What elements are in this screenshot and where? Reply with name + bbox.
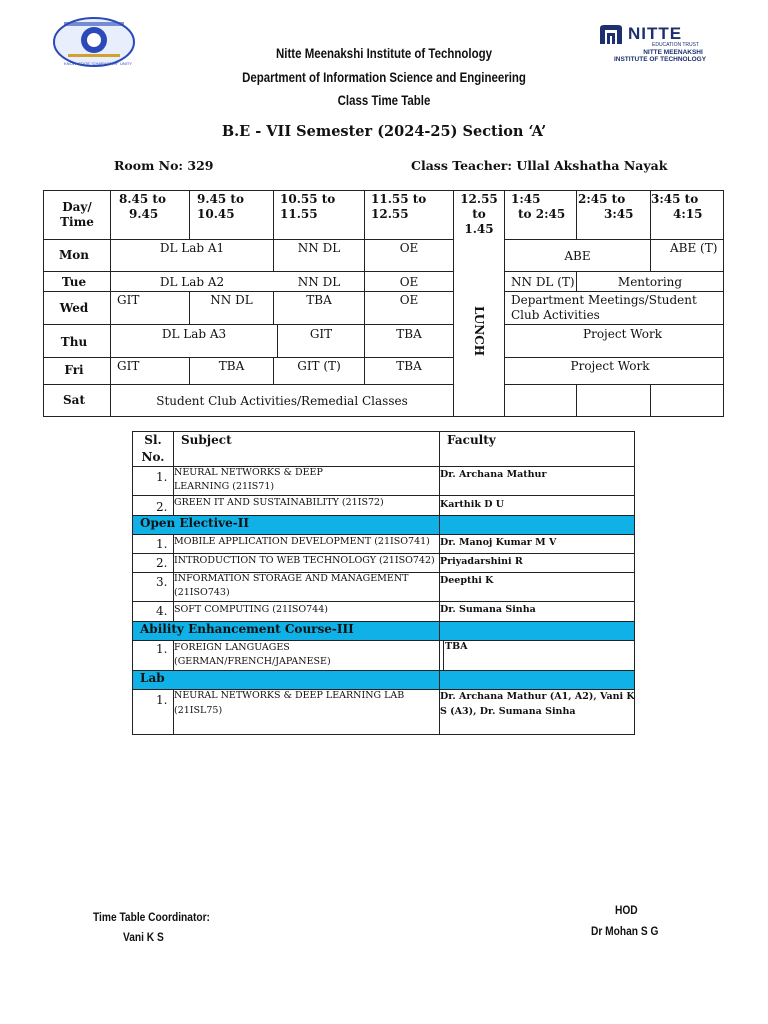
day-sat: Sat — [63, 393, 85, 407]
day-mon: Mon — [58, 248, 89, 262]
oe-3-faculty: Deepthi K — [440, 575, 494, 586]
slot-1-end: 9.45 — [129, 207, 159, 221]
core-1-subject: NEURAL NETWORKS & DEEP — [174, 467, 323, 478]
fri-slot-d: TBA — [396, 359, 422, 373]
lab-1-subject-2: (21ISL75) — [174, 705, 223, 716]
thu-slot-c: TBA — [396, 327, 422, 341]
hod-name: Dr Mohan S G — [591, 924, 659, 938]
coordinator-label: Time Table Coordinator: — [93, 910, 210, 924]
day-tue: Tue — [61, 275, 87, 289]
oe-4-subject: SOFT COMPUTING (21ISO744) — [174, 604, 328, 615]
aec-1-faculty: TBA — [445, 641, 468, 652]
core-1-no: 1. — [156, 470, 168, 484]
oe-2-subject: INTRODUCTION TO WEB TECHNOLOGY (21ISO742) — [174, 555, 435, 566]
day-wed: Wed — [59, 301, 89, 315]
corner-day-label: Day/ — [62, 200, 92, 214]
room-number: Room No: 329 — [114, 158, 214, 173]
mon-slot-a: DL Lab A1 — [159, 241, 225, 255]
tue-slot-a: DL Lab A2 — [159, 275, 225, 289]
tue-slot-d: NN DL (T) — [511, 275, 575, 289]
lab-1-no: 1. — [156, 693, 168, 707]
thu-slot-a: DL Lab A3 — [161, 327, 227, 341]
tue-slot-b: NN DL — [297, 275, 341, 289]
slot-3: 10.55 to — [280, 192, 336, 206]
fri-slot-b: TBA — [218, 359, 245, 373]
wed-slot-e-line1: Department Meetings/Student — [511, 293, 697, 307]
fri-slot-a: GIT — [117, 359, 140, 373]
wed-slot-a: GIT — [117, 293, 140, 307]
oe-1-no: 1. — [156, 537, 168, 551]
department-name: Department of Information Science and Engineering — [242, 69, 526, 85]
thu-slot-b: GIT — [309, 327, 333, 341]
aec-1-subject: FOREIGN LANGUAGES — [174, 642, 290, 653]
slot-6: 1:45 — [511, 192, 541, 206]
core-2-no: 2. — [156, 500, 168, 514]
slot-2-end: 10.45 — [197, 207, 235, 221]
aec-1-no: 1. — [156, 642, 168, 656]
section-ability-enhancement: Ability Enhancement Course-III — [140, 622, 354, 636]
logo-inst-line2: INSTITUTE OF TECHNOLOGY — [613, 56, 707, 63]
oe-4-no: 4. — [156, 604, 168, 618]
core-1-subject-2: LEARNING (21IS71) — [174, 481, 275, 492]
slot-5-end: 1.45 — [464, 222, 494, 236]
slot-2: 9.45 to — [197, 192, 244, 206]
oe-3-subject: INFORMATION STORAGE AND MANAGEMENT — [174, 573, 409, 584]
slot-4: 11.55 to — [371, 192, 427, 206]
mon-slot-c: OE — [399, 241, 419, 255]
document-title: Class Time Table — [337, 92, 431, 108]
wed-slot-b: NN DL — [210, 293, 253, 307]
slot-7-end: 3:45 — [604, 207, 634, 221]
col-subject-label: Subject — [181, 433, 232, 447]
lunch-label: LUNCH — [472, 306, 486, 357]
day-thu: Thu — [60, 335, 88, 349]
oe-3-subject-2: (21ISO743) — [174, 587, 230, 598]
nitte-mark-icon — [598, 24, 624, 46]
wed-slot-d: OE — [399, 293, 419, 307]
slot-7: 2:45 to — [578, 192, 626, 206]
coordinator-name: Vani K S — [123, 930, 164, 944]
mon-slot-e: ABE (T) — [670, 241, 718, 255]
wed-slot-e-line2: Club Activities — [511, 308, 600, 322]
lab-1-faculty: Dr. Archana Mathur (A1, A2), Vani K — [440, 691, 635, 702]
institute-logo-left — [38, 14, 148, 72]
lab-1-faculty-2: S (A3), Dr. Sumana Sinha — [440, 706, 576, 717]
tue-slot-e: Mentoring — [617, 275, 683, 289]
corner-time-label: Time — [60, 215, 94, 229]
slot-5: 12.55 — [460, 192, 498, 206]
col-sl-label: Sl. — [144, 433, 162, 447]
col-faculty-label: Faculty — [447, 433, 496, 447]
col-no-label: No. — [141, 450, 165, 464]
logo-brand: NITTE — [628, 24, 683, 43]
slot-1: 8.45 to — [119, 192, 166, 206]
institute-name: Nitte Meenakshi Institute of Technology — [275, 45, 493, 61]
slot-6-end: to 2:45 — [518, 207, 566, 221]
section-open-elective: Open Elective-II — [140, 516, 249, 530]
hod-label: HOD — [615, 903, 638, 917]
logo-trust: EDUCATION TRUST — [652, 42, 700, 48]
logo-inst-line1: NITTE MEENAKSHI — [643, 49, 703, 56]
slot-8-end: 4:15 — [673, 207, 703, 221]
core-1-faculty: Dr. Archana Mathur — [440, 469, 547, 480]
oe-2-faculty: Priyadarshini R — [440, 556, 523, 567]
sat-slot-a: Student Club Activities/Remedial Classes — [156, 394, 408, 408]
aec-1-subject-2: (GERMAN/FRENCH/JAPANESE) — [174, 656, 331, 667]
tue-slot-c: OE — [399, 275, 419, 289]
thu-slot-d: Project Work — [583, 327, 662, 341]
wed-slot-c: TBA — [306, 293, 332, 307]
class-teacher: Class Teacher: Ullal Akshatha Nayak — [411, 158, 668, 173]
core-2-subject: GREEN IT AND SUSTAINABILITY (21IS72) — [174, 497, 384, 508]
oe-1-faculty: Dr. Manoj Kumar M V — [440, 537, 557, 548]
semester-title: B.E - VII Semester (2024-25) Section ‘A’ — [221, 123, 547, 140]
oe-1-subject: MOBILE APPLICATION DEVELOPMENT (21ISO741) — [174, 536, 430, 547]
fri-slot-c: GIT (T) — [297, 359, 341, 373]
fri-slot-e: Project Work — [570, 359, 650, 373]
mon-slot-b: NN DL — [297, 241, 341, 255]
logo-motto: KNOWLEDGE "CHARACTER" UNITY — [64, 61, 132, 66]
lab-1-subject: NEURAL NETWORKS & DEEP LEARNING LAB — [174, 690, 405, 701]
slot-5-mid: to — [472, 207, 486, 221]
oe-2-no: 2. — [156, 556, 168, 570]
mon-slot-d: ABE — [564, 249, 591, 263]
slot-3-end: 11.55 — [280, 207, 318, 221]
slot-8: 3:45 to — [651, 192, 699, 206]
core-2-faculty: Karthik D U — [440, 499, 505, 510]
oe-3-no: 3. — [156, 575, 168, 589]
section-lab: Lab — [140, 671, 165, 685]
slot-4-end: 12.55 — [371, 207, 409, 221]
day-fri: Fri — [64, 363, 84, 377]
oe-4-faculty: Dr. Sumana Sinha — [440, 604, 536, 615]
